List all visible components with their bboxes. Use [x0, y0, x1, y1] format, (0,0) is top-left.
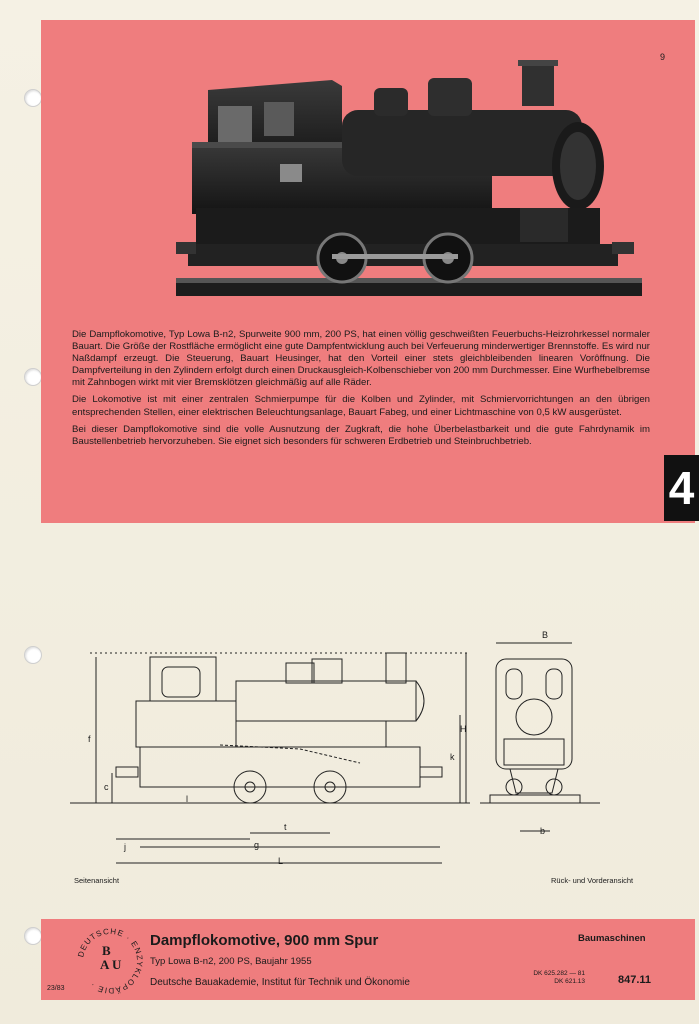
svg-text:A: A: [100, 957, 110, 972]
description-paragraph: Die Dampflokomotive, Typ Lowa B-n2, Spurweite 900 mm, 200 PS, hat einen völlig geschweißten Feuerbuchs-Heizrohrkessel normaler Bauart. Die Größe der Rostfläche ermöglicht eine gute Dampfentwicklung auch bei Verfeuerung minderwertiger Brennstoffe. Es wird nur Naßdampf erzeugt. Die Steuerung, Bauart Heusinger, hat den Vorteil einer stets gleichbleibenden linearen Vorôffnung. Die Dampfverteilung in den Zylindern erfolgt durch einen Druckausgleich-Kolbenschieber von 200 mm Durchmesser. Eine Wurfhebelbremse mit Zahnbogen wirkt mit vier Bremsklötzen gleichmäßig auf alle Räder.: [72, 329, 650, 389]
page-number: 9: [660, 52, 666, 62]
document-title: Dampflokomotive, 900 mm Spur: [150, 932, 379, 949]
punch-hole: [24, 927, 42, 945]
dimension-label-f: f: [88, 734, 91, 744]
locomotive-photo: [172, 58, 644, 302]
punch-hole: [24, 368, 42, 386]
dimension-label-l: l: [186, 794, 188, 804]
svg-text:B: B: [102, 943, 111, 958]
bau-enzyklopaedie-logo: [76, 927, 144, 995]
description-paragraph: Die Lokomotive ist mit einer zentralen Schmierpumpe für die Kolben und Zylinder, mit Schmiervorrichtungen an den übrigen entsprechenden Stellen, einer elektrischen Beleuchtungsanlage, Bauart Fabeg, und einer Lichtmaschine von 0,5 kW ausgerüstet.: [72, 394, 650, 418]
publisher-text: Deutsche Bauakademie, Institut für Technik und Ökonomie: [150, 977, 410, 988]
punch-hole: [24, 646, 42, 664]
description-text: [72, 329, 650, 453]
sheet-number: 847.11: [618, 974, 652, 986]
caption-side-view: Seitenansicht: [74, 876, 120, 885]
svg-text:DEUTSCHE · ENZYKLOPÄDIE ·: DEUTSCHE · ENZYKLOPÄDIE ·: [76, 927, 144, 995]
dk-classification: [520, 970, 585, 985]
section-tab: 4: [664, 455, 699, 521]
dk-line: DK 621.13: [554, 977, 585, 985]
dimension-label-g: g: [254, 840, 260, 850]
dimension-label-H: H: [460, 724, 467, 734]
dimension-label-c: c: [104, 782, 109, 792]
svg-text:U: U: [112, 957, 122, 972]
dimension-label-t: t: [284, 822, 287, 832]
technical-drawing: [60, 625, 660, 875]
document-code: 23/83: [47, 985, 65, 992]
dimension-label-L: L: [278, 856, 284, 866]
dimension-label-B: B: [542, 630, 549, 640]
dimension-label-k: k: [450, 752, 455, 762]
punch-hole: [24, 89, 42, 107]
dimension-label-j: j: [124, 842, 126, 852]
category-label: Baumaschinen: [578, 933, 646, 944]
caption-front-view: Rück- und Vorderansicht: [551, 876, 634, 885]
dk-line: DK 625.282 — 81: [533, 970, 585, 977]
description-paragraph: Bei dieser Dampflokomotive sind die volle Ausnutzung der Zugkraft, die hohe Überbelastbarkeit und die gute Fahrdynamik im Baustellenbetrieb hervorzuheben. Sie eignet sich besonders für schweren Erdbetrieb und Steinbruchbetrieb.: [72, 423, 650, 447]
dimension-label-b: b: [540, 826, 546, 836]
document-subtitle: Typ Lowa B-n2, 200 PS, Baujahr 1955: [150, 956, 312, 967]
